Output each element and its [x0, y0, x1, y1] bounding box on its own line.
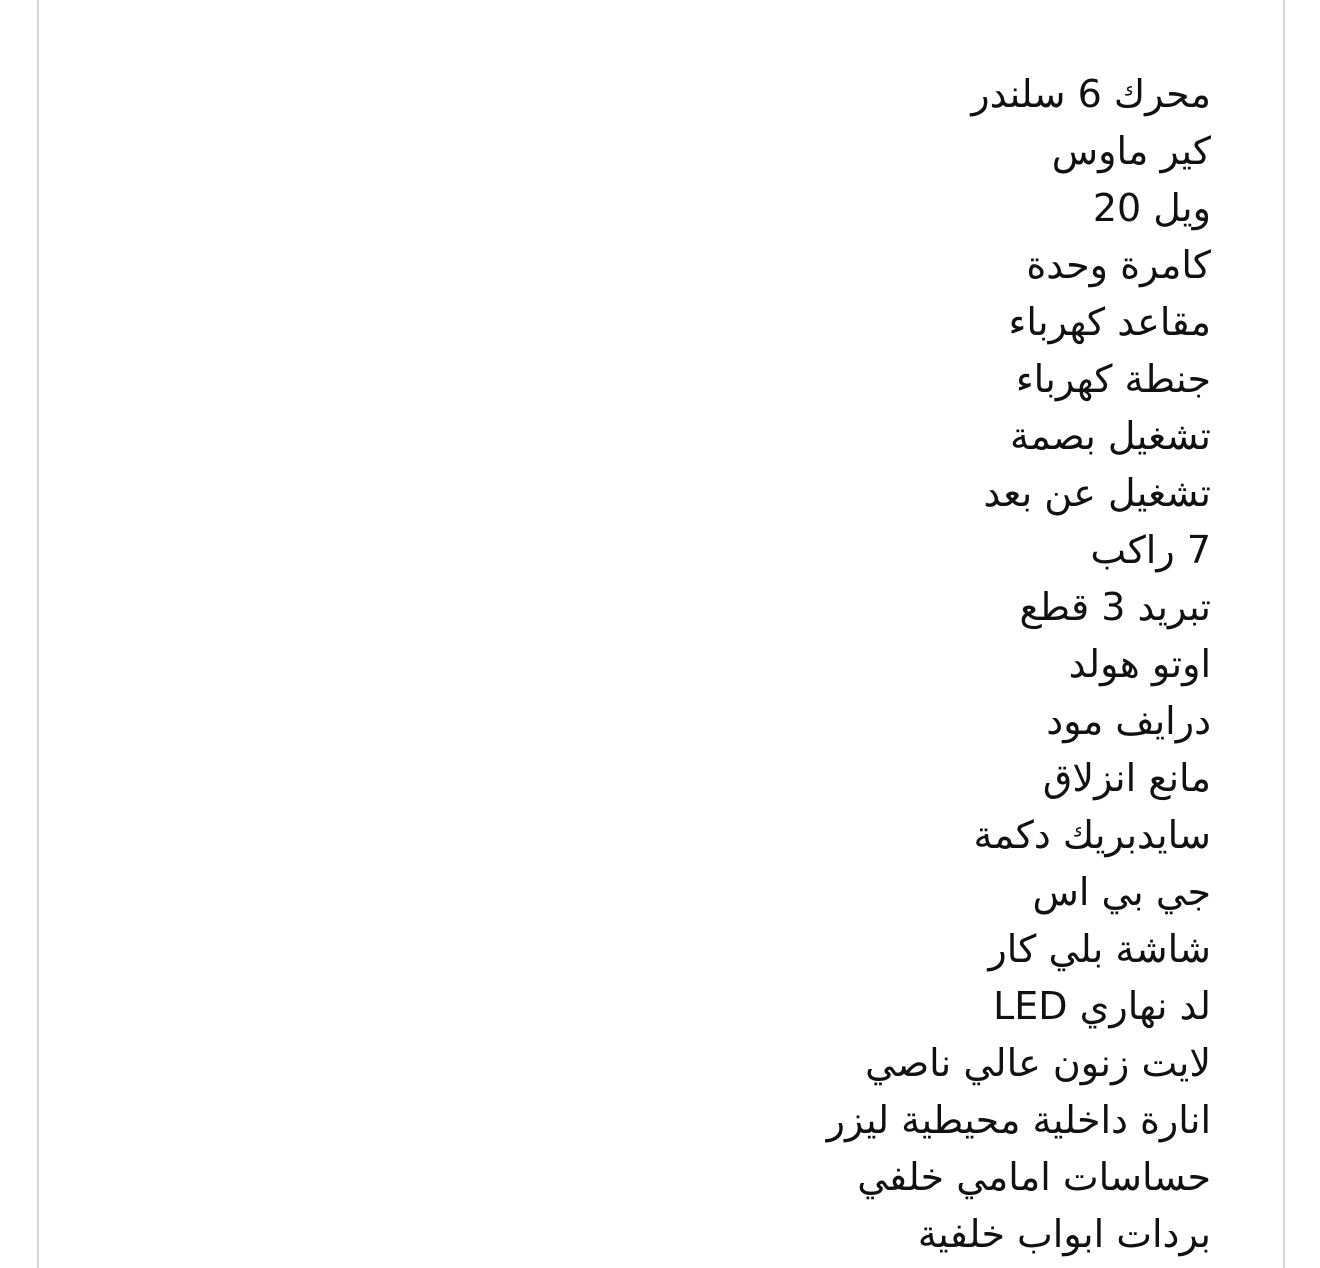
feature-item: درايف مود	[1046, 699, 1211, 743]
feature-list	[827, 66, 1211, 1263]
feature-item: حساسات امامي خلفي	[857, 1155, 1211, 1199]
feature-item: محرك 6 سلندر	[971, 72, 1211, 116]
feature-item: لد نهاري LED	[993, 984, 1211, 1028]
feature-item: 7 راكب	[1090, 528, 1211, 572]
feature-item: شاشة بلي كار	[988, 927, 1211, 971]
feature-item: مقاعد كهرباء	[1008, 300, 1211, 344]
feature-item: تشغيل بصمة	[1009, 414, 1211, 458]
feature-item: كير ماوس	[1051, 129, 1211, 173]
feature-item: تشغيل عن بعد	[983, 471, 1211, 515]
feature-item: اوتو هولد	[1068, 642, 1211, 686]
feature-item: لايت زنون عالي ناصي	[865, 1041, 1211, 1085]
feature-item: تبريد 3 قطع	[1019, 585, 1211, 629]
feature-item: انارة داخلية محيطية ليزر	[826, 1098, 1211, 1142]
feature-item: جنطة كهرباء	[1015, 357, 1211, 401]
message-panel	[37, 0, 1285, 1268]
feature-item: كامرة وحدة	[1026, 243, 1211, 287]
feature-item: ويل 20	[1092, 186, 1211, 230]
feature-item: سايدبريك دكمة	[973, 813, 1211, 857]
feature-item: مانع انزلاق	[1042, 756, 1211, 800]
feature-item: جي بي اس	[1032, 870, 1211, 914]
feature-item: بردات ابواب خلفية	[917, 1212, 1211, 1256]
